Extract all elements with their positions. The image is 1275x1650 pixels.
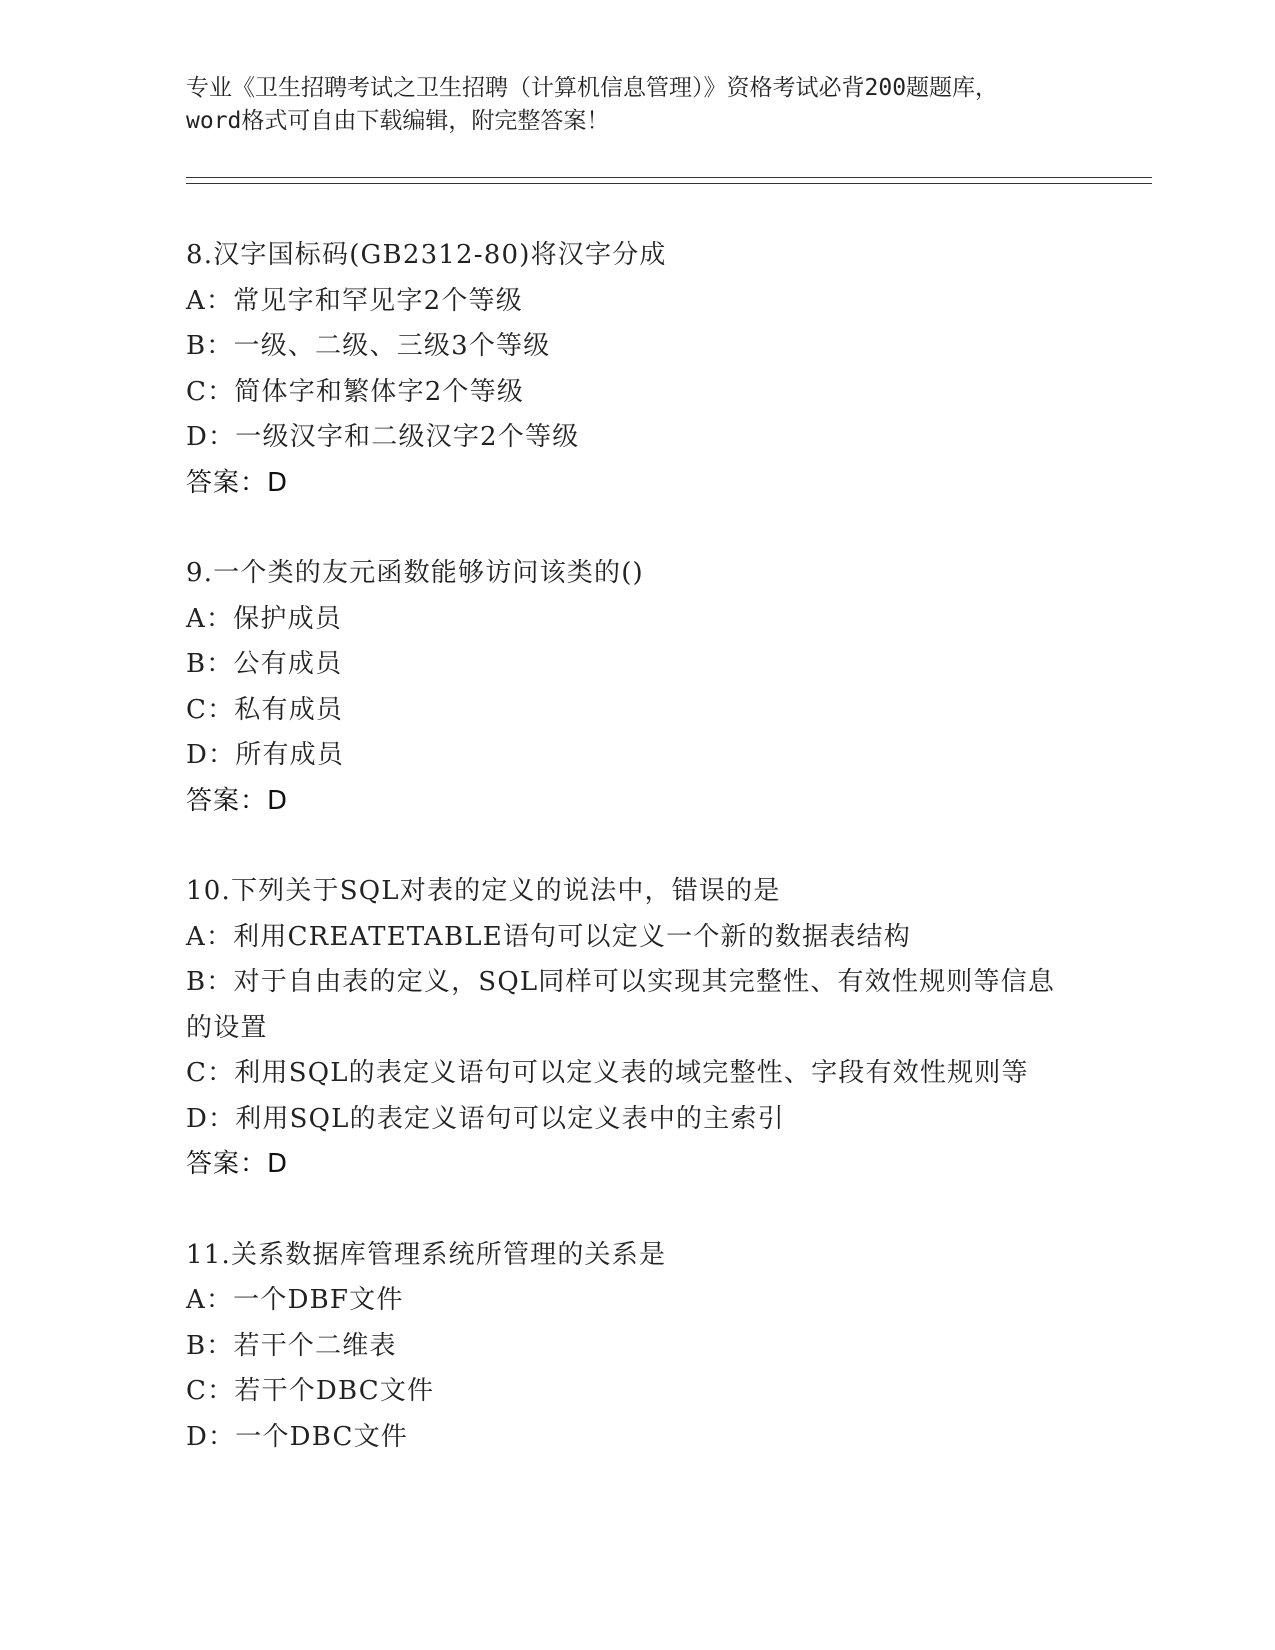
question-stem: 11.关系数据库管理系统所管理的关系是 xyxy=(186,1239,667,1270)
option-a: A：利用CREATETABLE语句可以定义一个新的数据表结构 xyxy=(186,921,911,952)
question-9 xyxy=(186,551,1086,824)
header-rule-bottom xyxy=(186,183,1152,184)
option-a: A：保护成员 xyxy=(186,603,342,634)
option-a: A：一个DBF文件 xyxy=(186,1285,404,1315)
option-d: D：一级汉字和二级汉字2个等级 xyxy=(186,422,580,452)
option-d: D：利用SQL的表定义语句可以定义表中的主索引 xyxy=(186,1103,785,1134)
answer-line: 答案：D xyxy=(186,1149,289,1179)
question-spacer xyxy=(186,1188,1086,1233)
header-line-2: word格式可自由下载编辑，附完整答案！ xyxy=(186,108,610,134)
question-stem: 8.汉字国标码(GB2312-80)将汉字分成 xyxy=(186,240,667,270)
question-10 xyxy=(186,869,1086,1188)
answer-line: 答案：D xyxy=(186,785,289,816)
option-d: D：所有成员 xyxy=(186,740,345,770)
option-c: C：私有成员 xyxy=(186,694,344,725)
question-stem: 10.下列关于SQL对表的定义的说法中，错误的是 xyxy=(186,876,781,906)
option-b: B：对于自由表的定义，SQL同样可以实现其完整性、有效性规则等信息的设置 xyxy=(186,967,1056,1043)
option-a: A：常见字和罕见字2个等级 xyxy=(186,285,523,316)
option-b: B：若干个二维表 xyxy=(186,1330,397,1361)
option-b: B：公有成员 xyxy=(186,649,343,679)
question-list xyxy=(186,233,1086,1460)
question-stem: 9.一个类的友元函数能够访问该类的() xyxy=(186,558,644,588)
header-line-1: 专业《卫生招聘考试之卫生招聘（计算机信息管理）》资格考试必背200题题库， xyxy=(186,75,999,101)
option-c: C：利用SQL的表定义语句可以定义表的域完整性、字段有效性规则等 xyxy=(186,1058,1029,1088)
question-11 xyxy=(186,1233,1086,1461)
question-spacer xyxy=(186,824,1086,869)
question-8 xyxy=(186,233,1086,506)
document-header xyxy=(186,72,1086,138)
option-b: B：一级、二级、三级3个等级 xyxy=(186,331,551,361)
header-rule-top xyxy=(186,177,1152,178)
option-c: C：若干个DBC文件 xyxy=(186,1376,435,1406)
answer-line: 答案：D xyxy=(186,467,289,498)
question-spacer xyxy=(186,506,1086,551)
option-c: C：简体字和繁体字2个等级 xyxy=(186,376,525,407)
option-d: D：一个DBC文件 xyxy=(186,1421,408,1452)
